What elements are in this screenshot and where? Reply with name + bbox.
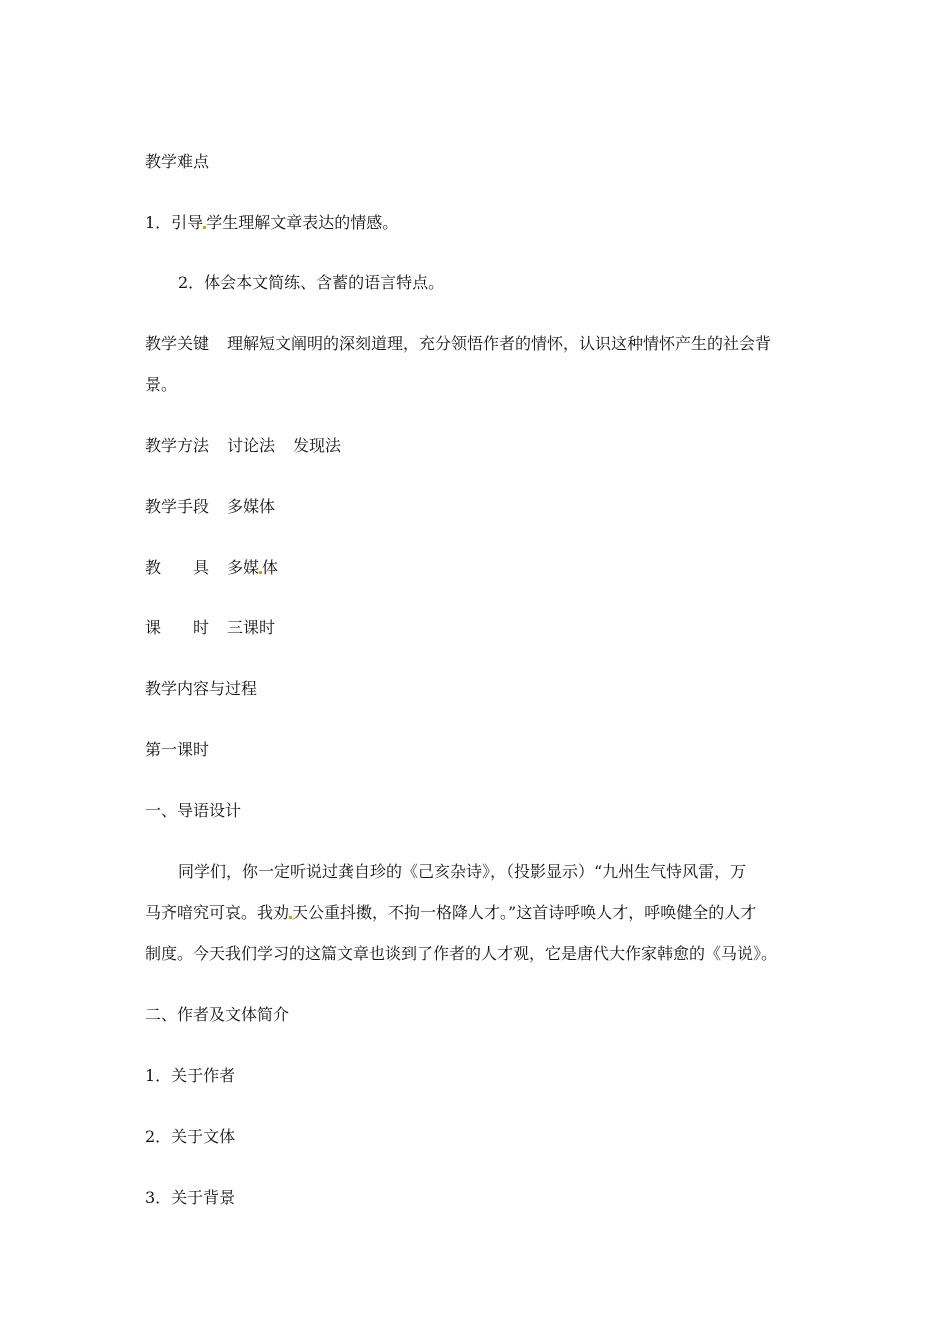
period-label-char-1: 课: [145, 618, 162, 637]
means-value: 多媒体: [227, 497, 276, 516]
tool-line: [145, 558, 278, 578]
content-heading: 教学内容与过程: [145, 679, 258, 698]
section-1-heading: 一、导语设计: [145, 801, 242, 820]
list-item: 1．关于作者: [145, 1066, 236, 1085]
period-value: 三课时: [227, 618, 276, 637]
section-2-heading: 二、作者及文体简介: [145, 1005, 290, 1024]
method-1: 讨论法: [227, 436, 276, 455]
tool-value-part-b: 体: [262, 558, 279, 577]
intro-line-2: [145, 903, 756, 923]
intro-line-2-part-a: 马齐喑究可哀。我劝: [145, 903, 290, 922]
method-label: 教学方法: [145, 436, 210, 455]
list-item: 3．关于背景: [145, 1188, 236, 1207]
intro-line-3: 制度。今天我们学习的这篇文章也谈到了作者的人才观，它是唐代大作家韩愈的《马说》。: [145, 944, 778, 963]
tool-label-char-2: 具: [193, 558, 210, 577]
difficulty-item-1-part-a: 1．引导: [145, 213, 204, 232]
difficulty-item-1-part-b: 学生理解文章表达的情感。: [206, 213, 399, 232]
method-line: [145, 436, 341, 456]
means-label: 教学手段: [145, 497, 210, 516]
difficulty-item-1: [145, 213, 398, 233]
difficulty-item-2: 2．体会本文简练、含蓄的语言特点。: [178, 273, 445, 292]
list-item: 2．关于文体: [145, 1127, 236, 1146]
key-text-line-2: 景。: [145, 375, 178, 394]
means-line: [145, 497, 275, 517]
tool-label-char-1: 教: [145, 558, 162, 577]
key-text-line-1: 理解短文阐明的深刻道理，充分领悟作者的情怀，认识这种情怀产生的社会背: [227, 334, 772, 353]
period-line: [145, 618, 275, 638]
key-label: 教学关键: [145, 334, 210, 353]
method-2: 发现法: [293, 436, 342, 455]
period-label-char-2: 时: [193, 618, 210, 637]
intro-line-2-part-b: 天公重抖擞，不拘一格降人才。”这首诗呼唤人才，呼唤健全的人才: [292, 903, 757, 922]
lesson-heading: 第一课时: [145, 740, 210, 759]
intro-line-1: 同学们，你一定听说过龚自珍的《己亥杂诗》，（投影显示）“九州生气恃风雷，万: [178, 862, 747, 881]
tool-value-part-a: 多媒: [227, 558, 260, 577]
difficulty-heading: 教学难点: [145, 152, 210, 171]
key-line-1: [145, 334, 771, 354]
